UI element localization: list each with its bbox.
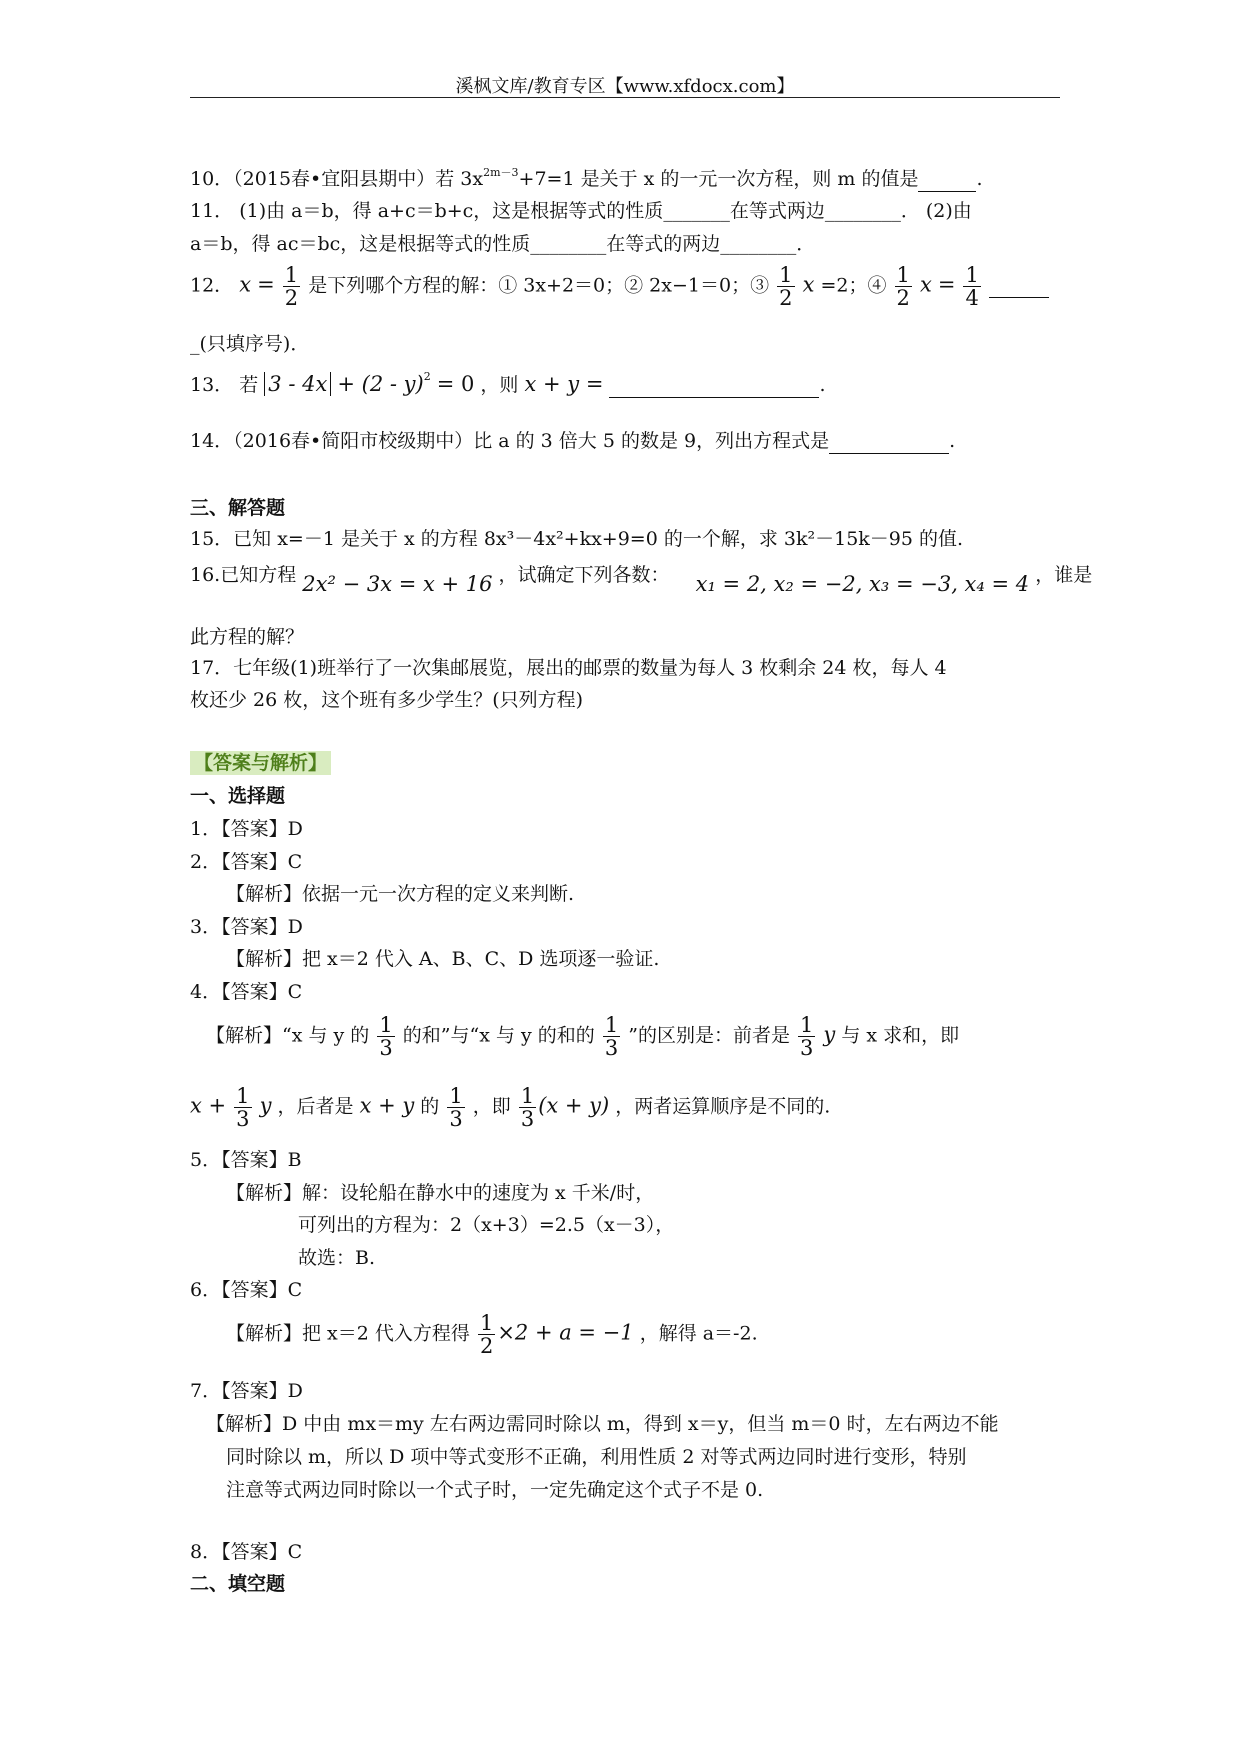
q12-frac-half-2: $\frac{1}{2}$ <box>779 263 793 311</box>
frac-third-6: $\frac{1}{3}$ <box>520 1084 535 1132</box>
q13-ruo: 若 <box>239 374 259 396</box>
question-17-line1: 17．七年级(1)班举行了一次集邮展览，展出的邮票的数量为每人 3 枚剩余 24 枚，每人 4 <box>190 657 947 679</box>
q16-values: x₁ = 2, x₂ = −2, x₃ = −3, x₄ = 4 <box>695 572 1030 596</box>
answer-2: 2．【答案】C <box>190 851 303 873</box>
answer-7-explain-2: 同时除以 m，所以 D 项中等式变形不正确，利用性质 2 对等式两边同时进行变形，特别 <box>226 1446 967 1468</box>
q13-plus: + (2 - y) <box>337 372 424 396</box>
frac-third-1: $\frac{1}{3}$ <box>379 1013 393 1061</box>
q10-suffix: +7=1 是关于 x 的一元一次方程，则 m 的值是 <box>518 168 919 190</box>
answer-1: 1．【答案】D <box>190 818 303 840</box>
q12-var: x <box>239 272 252 297</box>
answer-6: 6．【答案】C <box>190 1279 303 1301</box>
q13-then: ，则 <box>480 374 519 396</box>
q12-frac-half: $\frac{1}{2}$ <box>284 263 299 311</box>
answers-section-2: 二、填空题 <box>190 1573 286 1595</box>
answer-5-explain-3: 故选：B. <box>298 1247 376 1269</box>
q16-prefix: 16.已知方程 <box>190 564 297 586</box>
answer-7-explain-3: 注意等式两边同时除以一个式子时，一定先确定这个式子不是 0. <box>226 1479 764 1501</box>
frac-third-2: $\frac{1}{3}$ <box>604 1013 619 1061</box>
answer-6-explain: 【解析】把 x＝2 代入方程得 $\frac{1}{2}$ ×2 + a = −1 ，解得 a＝-2. <box>226 1311 758 1359</box>
answer-7-explain-1: 【解析】D 中由 mx＝my 左右两边需同时除以 m，得到 x＝y，但当 m＝0 时，左右两边不能 <box>206 1413 999 1435</box>
question-14 <box>190 430 955 454</box>
q16-mid: ，试确定下列各数： <box>498 564 670 586</box>
answer-8: 8．【答案】C <box>190 1541 303 1563</box>
q14-blank <box>829 430 949 454</box>
q12-text2: =2；④ <box>820 274 887 297</box>
question-12-line2: _(只填序号)． <box>190 333 310 355</box>
q14-end: . <box>949 430 956 452</box>
q13-abs: 3 - 4x <box>264 372 331 396</box>
q12-frac-quarter: $\frac{1}{4}$ <box>965 263 979 311</box>
answer-4: 4．【答案】C <box>190 981 303 1003</box>
answers-title: 【答案与解析】 <box>190 752 331 775</box>
header-rule <box>190 97 1060 98</box>
answer-5-explain-2: 可列出的方程为：2（x+3）=2.5（x－3）， <box>298 1214 675 1236</box>
question-11-line2: a＝b，得 ac＝bc，这是根据等式的性质________在等式的两边________． <box>190 233 816 255</box>
q10-end: . <box>976 168 983 190</box>
q12-eq: = <box>257 272 275 297</box>
question-12 <box>190 264 1049 309</box>
q13-number: 13． <box>190 374 234 396</box>
q12-blank <box>989 275 1049 299</box>
answer-5-explain-1: 【解析】解：设轮船在静水中的速度为 x 千米/时， <box>226 1182 655 1204</box>
q13-xy: x + y = <box>524 372 604 396</box>
question-16-line2: 此方程的解？ <box>190 626 305 648</box>
question-15: 15．已知 x=－1 是关于 x 的方程 8x³－4x²+kx+9=0 的一个解，求 3k²－15k－95 的值. <box>190 528 964 550</box>
q16-equation: 2x² − 3x = x + 16 <box>302 572 493 596</box>
q12-text1: 是下列哪个方程的解：① 3x+2＝0；② 2x−1＝0；③ <box>308 274 770 297</box>
answer-7: 7．【答案】D <box>190 1380 303 1402</box>
section-3-title: 三、解答题 <box>190 497 286 519</box>
q10-prefix: 10．（2015春•宜阳县期中）若 3x <box>190 168 484 190</box>
frac-half-a6: $\frac{1}{2}$ <box>479 1311 494 1359</box>
q13-end: . <box>819 374 826 396</box>
q12-eq-2: = <box>937 272 956 297</box>
answer-4-explain-line1: 【解析】“x 与 y 的 $\frac{1}{3}$ 的和”与“x 与 y 的和的 $\frac{1}{3}$ ”的区别是：前者是 $\frac{1}{3}$ y 与 x 求和，即 <box>206 1013 960 1061</box>
page-header: 溪枫文库/教育专区【www.xfdocx.com】 <box>455 76 795 97</box>
q10-blank <box>918 168 976 192</box>
question-13 <box>190 372 826 398</box>
answer-5: 5．【答案】B <box>190 1149 302 1171</box>
q16-suffix: ，谁是 <box>1035 564 1093 586</box>
q12-var-3: x <box>919 272 932 297</box>
q13-blank <box>609 374 819 398</box>
question-16 <box>190 562 1093 596</box>
q12-frac-half-3: $\frac{1}{2}$ <box>896 263 910 311</box>
q13-square: 2 <box>423 370 431 383</box>
question-10 <box>190 168 983 192</box>
q12-var-2: x <box>802 272 815 297</box>
question-17-line2: 枚还少 26 枚，这个班有多少学生？(只列方程) <box>190 689 584 711</box>
answers-section-1: 一、选择题 <box>190 785 286 807</box>
answer-3-explain: 【解析】把 x＝2 代入 A、B、C、D 选项逐一验证. <box>226 948 660 970</box>
q10-exponent: 2m－3 <box>483 166 519 179</box>
q12-number: 12． <box>190 274 234 297</box>
frac-third-4: $\frac{1}{3}$ <box>236 1084 250 1132</box>
q13-eq0: = 0 <box>436 372 475 396</box>
answer-2-explain: 【解析】依据一元一次方程的定义来判断. <box>226 883 575 905</box>
frac-third-5: $\frac{1}{3}$ <box>449 1084 463 1132</box>
frac-third-3: $\frac{1}{3}$ <box>800 1013 814 1061</box>
question-11-line1: 11． (1)由 a＝b，得 a+c＝b+c，这是根据等式的性质_______在等式两边________． (2)由 <box>190 200 972 222</box>
answer-3: 3．【答案】D <box>190 916 303 938</box>
q14-text: 14．（2016春•简阳市校级期中）比 a 的 3 倍大 5 的数是 9，列出方程式是 <box>190 430 830 452</box>
answer-4-explain-line2: x + $\frac{1}{3}$ y ，后者是 x + y 的 $\frac{1}{3}$ ，即 $\frac{1}{3}$ (x + y) ，两者运算顺序是不同的. <box>190 1084 831 1132</box>
